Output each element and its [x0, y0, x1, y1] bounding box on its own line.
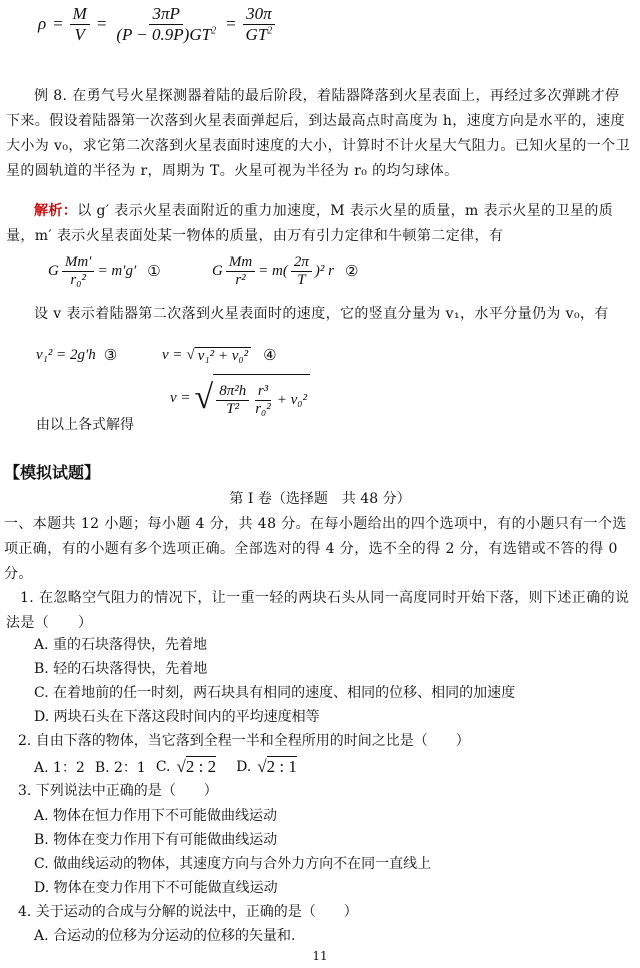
question-4-stem: 4. 关于运动的合成与分解的说法中，正确的是（ ）: [18, 904, 358, 920]
question-2-option-a: A. 1：2: [34, 760, 85, 776]
equation-rhs: = m(: [258, 263, 288, 280]
question-3-option-a: A. 物体在恒力作用下不可能做曲线运动: [34, 808, 278, 824]
fraction-mm-prime: [62, 254, 95, 290]
fraction-3pip: [113, 4, 219, 44]
fraction-8pi2h: [216, 383, 249, 419]
equation-tag: ①: [147, 264, 161, 281]
solution-label: 解析：: [34, 203, 78, 219]
gravitational-constant: G: [48, 263, 59, 280]
fraction-denominator: V: [74, 24, 85, 44]
radicand: v₁² + v₀²: [195, 347, 251, 365]
radicand-tail: + v₀²: [276, 392, 308, 408]
fraction-numerator: Mm′: [62, 254, 95, 272]
equals-sign: =: [95, 14, 108, 34]
question-1-option-a: A. 重的石块落得快，先着地: [34, 637, 208, 653]
solution-text: 以 g′ 表示火星表面附近的重力加速度，M 表示火星的质量，m 表示火星的卫星的质量，m′ 表示火星表面处某一物体的质量，由万有引力定律和牛顿第二定律，有: [6, 203, 614, 244]
fraction-denominator: r²: [235, 272, 246, 289]
question-2-stem: 2. 自由下落的物体，当它落到全程一半和全程所用的时间之比是（ ）: [18, 733, 470, 749]
question-3-option-c: C. 做曲线运动的物体，其速度方向与合外力方向不在同一直线上: [34, 856, 432, 872]
fraction-30pi: [243, 4, 276, 44]
example-8-paragraph: 例 8. 在勇气号火星探测器着陆的最后阶段，着陆器降落到火星表面上，再经过多次弹跳才停下来。假设着陆器第一次落到火星表面弹起后，到达最高点时高度为 h，速度方向是水平的，速度大小为 v₀，求它第二次落到火星表面时速度的大小，计算时不计火星大气阻力。已知火星的一个卫星的圆轨道的半径为 r，周期为 T。火星可视为半径为 r₀ 的均匀球体。: [6, 88, 630, 179]
equation-1: [48, 254, 169, 290]
fraction-denominator: $(P - 0.9P)GT^2$: [116, 24, 217, 44]
equals-sign: =: [52, 14, 64, 34]
fraction-denominator: T²: [226, 401, 240, 417]
fraction-r3-over-r02: [252, 383, 274, 419]
fraction-denominator: T: [297, 272, 306, 289]
fraction-numerator: M: [70, 4, 90, 25]
equation-2: [212, 254, 366, 290]
fraction-numerator: 8π²h: [216, 383, 249, 401]
question-2-option-d-value: √2 : 1: [257, 757, 297, 776]
solution-paragraph: [6, 199, 630, 249]
question-1-option-b: B. 轻的石块落得快，先着地: [34, 661, 208, 677]
gravitational-constant: G: [212, 263, 223, 280]
square-root: √ $\frac{\text{8π²h}}{\text{T²}}$ $\frac{\text{r³}}{\text{r₀²}}$ + v₀²: [195, 374, 311, 422]
question-2-option-c-label: C.: [155, 759, 171, 775]
question-1-option-d: D. 两块石头在下落这段时间内的平均速度相等: [34, 709, 320, 725]
fraction-mm: [226, 254, 255, 290]
volume-title: 第 I 卷（选择题 共 48 分）: [229, 491, 411, 507]
section-instructions: 一、本题共 12 小题；每小题 4 分，共 48 分。在每小题给出的四个选项中，有的小题只有一个选项正确，有的小题有多个选项正确。全部选对的得 4 分，选不全的得 2 分，有选错或不答的得 0 分。: [4, 516, 627, 582]
question-1-option-c: C. 在着地前的任一时刻，两石块具有相同的速度、相同的位移、相同的加速度: [34, 685, 516, 701]
fraction-denominator: r₀²: [70, 272, 86, 289]
fraction-numerator: 30π: [243, 4, 275, 25]
fraction-denominator: $GT^2$: [245, 24, 273, 44]
question-2-option-c-value: √2 : 2: [176, 757, 217, 776]
equation-lhs: v =: [162, 347, 183, 363]
question-3-option-d: D. 物体在变力作用下不可能做直线运动: [34, 880, 278, 896]
question-2-option-b: B. 2：1: [94, 760, 146, 776]
equals-sign: =: [225, 14, 237, 34]
fraction-numerator: Mm: [226, 254, 255, 272]
equation-tag: ③: [103, 348, 118, 364]
question-2-option-d-label: D.: [236, 759, 252, 775]
fraction-numerator: 2π: [291, 254, 312, 272]
fraction-numerator: r³: [255, 383, 271, 401]
rho-symbol: ρ: [38, 14, 47, 34]
equation-lhs: v =: [170, 389, 191, 406]
velocity-definition-paragraph: 设 v 表示着陆器第二次落到火星表面时的速度，它的竖直分量为 v₁，水平分量仍为 v₀，有: [34, 306, 609, 322]
equation-4: [162, 346, 285, 365]
fraction-m-over-v: [70, 4, 90, 44]
question-1-stem: 1. 在忽略空气阻力的情况下，让一重一轻的两块石头从同一高度同时开始下落，则下述正确的说法是（ ）: [6, 590, 630, 631]
page-number: 11: [312, 949, 328, 963]
equation-5: [170, 374, 310, 422]
radicand: [213, 374, 310, 422]
equation-tag: ②: [344, 264, 359, 281]
density-formula: [38, 4, 275, 44]
section-heading: 【模拟试题】: [4, 463, 101, 482]
fraction-denominator: r₀²: [255, 401, 271, 417]
equation-rhs-tail: )² r: [314, 263, 334, 280]
square-root: √ v₁² + v₀²: [187, 347, 252, 365]
question-4-option-a: A. 合运动的位移为分运动的位移的矢量和.: [34, 928, 296, 944]
fraction-2pi-over-t: [291, 254, 312, 290]
equation-rhs: = m′g′: [97, 263, 137, 280]
equation-3: [36, 346, 125, 365]
question-3-stem: 3. 下列说法中正确的是（ ）: [18, 783, 218, 799]
question-2-options: [34, 754, 297, 780]
equation-body: v₁² = 2g′h: [36, 347, 96, 363]
equation-tag: ④: [263, 348, 277, 364]
fraction-numerator: 3πP: [149, 4, 182, 25]
conclusion-text: 由以上各式解得: [36, 417, 134, 433]
question-3-option-b: B. 物体在变力作用下有可能做曲线运动: [34, 832, 278, 848]
